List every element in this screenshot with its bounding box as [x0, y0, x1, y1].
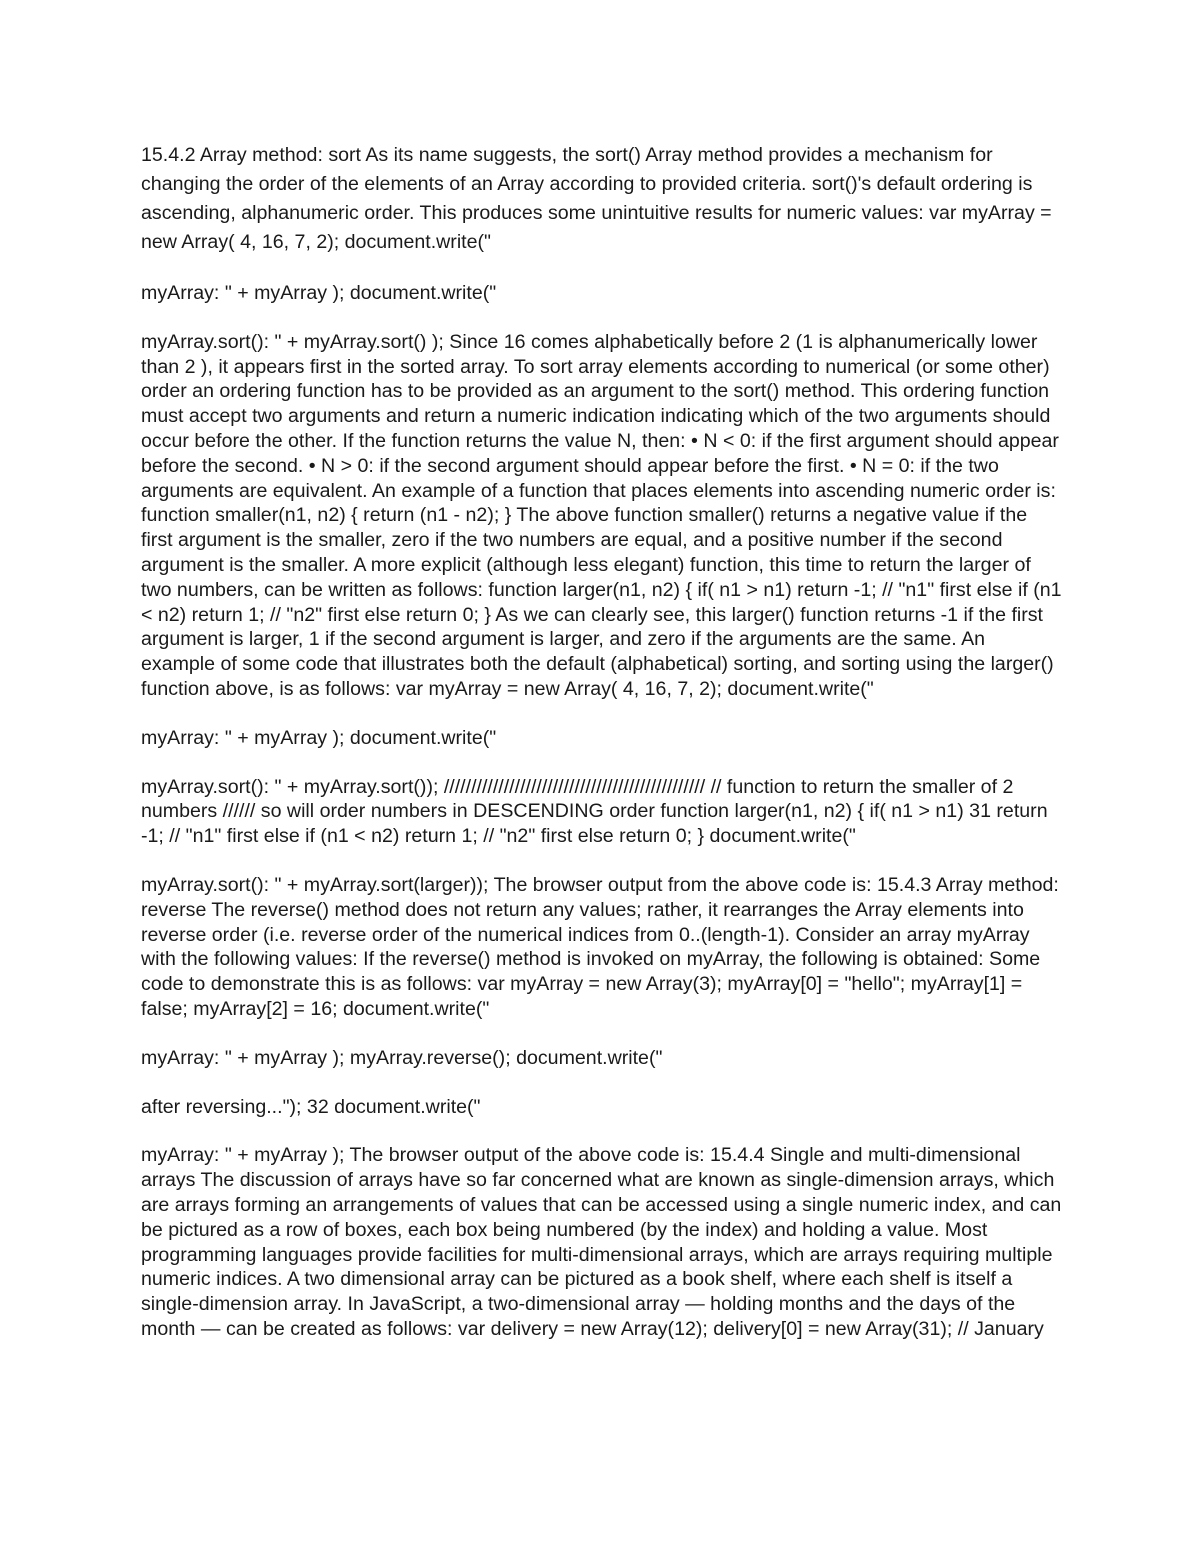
document-body: [141, 141, 1063, 1366]
paragraph: myArray: " + myArray ); myArray.reverse(); document.write(": [141, 1046, 663, 1069]
paragraph: myArray: " + myArray ); document.write(": [141, 282, 497, 304]
paragraph: 15.4.2 Array method: sort As its name suggests, the sort() Array method provides a mechanism for changing the order of the elements of an Array according to provided criteria. sort()'s default ordering is ascending, alphanumeric order. This produces some unintuitive results for numeric values: var myArray = new Array( 4, 16, 7, 2); document.write(": [141, 144, 1052, 253]
paragraph: myArray: " + myArray ); document.write(": [141, 726, 497, 749]
paragraph: myArray.sort(): " + myArray.sort(larger)); The browser output from the above code is: 15.4.3 Array method: reverse The reverse() method does not return any values; rather, it rearranges the Array elements into reverse order (i.e. reverse order of the numerical indices from 0..(length-1). Consider an array myArray with the following values: If the reverse() method is invoked on myArray, the following is obtained: Some code to demonstrate this is as follows: var myArray = new Array(3); myArray[0] = "hello"; myArray[1] = false; myArray[2] = 16; document.write(": [141, 873, 1059, 1020]
paragraph: after reversing..."); 32 document.write(": [141, 1095, 481, 1118]
paragraph: myArray: " + myArray ); The browser output of the above code is: 15.4.4 Single and multi-dimensional arrays The discussion of arrays have so far concerned what are known as single-dimension arrays, which are arrays forming an arrangements of values that can be accessed using a single numeric index, and can be pictured as a row of boxes, each box being numbered (by the index) and holding a value. Most programming languages provide facilities for multi-dimensional arrays, which are arrays requiring multiple numeric indices. A two dimensional array can be pictured as a book shelf, where each shelf is itself a single-dimension array. In JavaScript, a two-dimensional array — holding months and the days of the month — can be created as follows: var delivery = new Array(12); delivery[0] = new Array(31); // January: [141, 1144, 1062, 1340]
paragraph: myArray.sort(): " + myArray.sort() ); Since 16 comes alphabetically before 2 (1 is alphanumerically lower than 2 ), it appears first in the sorted array. To sort array elements according to numerical (or some other) order an ordering function has to be provided as an argument to the sort() method. This ordering function must accept two arguments and return a numeric indication indicating which of the two arguments should occur before the other. If the function returns the value N, then: • N < 0: if the first argument should appear before the second. • N > 0: if the second argument should appear before the first. • N = 0: if the two arguments are equivalent. An example of a function that places elements into ascending numeric order is: function smaller(n1, n2) { return (n1 - n2); } The above function smaller() returns a negative value if the first argument is the smaller, zero if the two numbers are equal, and a positive number if the second argument is the smaller. A more explicit (although less elegant) function, this time to return the larger of two numbers, can be written as follows: function larger(n1, n2) { if( n1 > n1) return -1; // "n1" first else if (n1 < n2) return 1; // "n2" first else return 0; } As we can clearly see, this larger() function returns -1 if the first argument is larger, 1 if the second argument is larger, and zero if the arguments are the same. An example of some code that illustrates both the default (alphabetical) sorting, and sorting using the larger() function above, is as follows: var myArray = new Array( 4, 16, 7, 2); document.write(": [141, 330, 1062, 700]
paragraph: myArray.sort(): " + myArray.sort()); //////////////////////////////////////////////// // function to return the smaller of 2 numbers ////// so will order numbers in DESCENDING order function larger(n1, n2) { if( n1 > n1) 31 return -1; // "n1" first else if (n1 < n2) return 1; // "n2" first else return 0; } document.write(": [141, 775, 1048, 848]
